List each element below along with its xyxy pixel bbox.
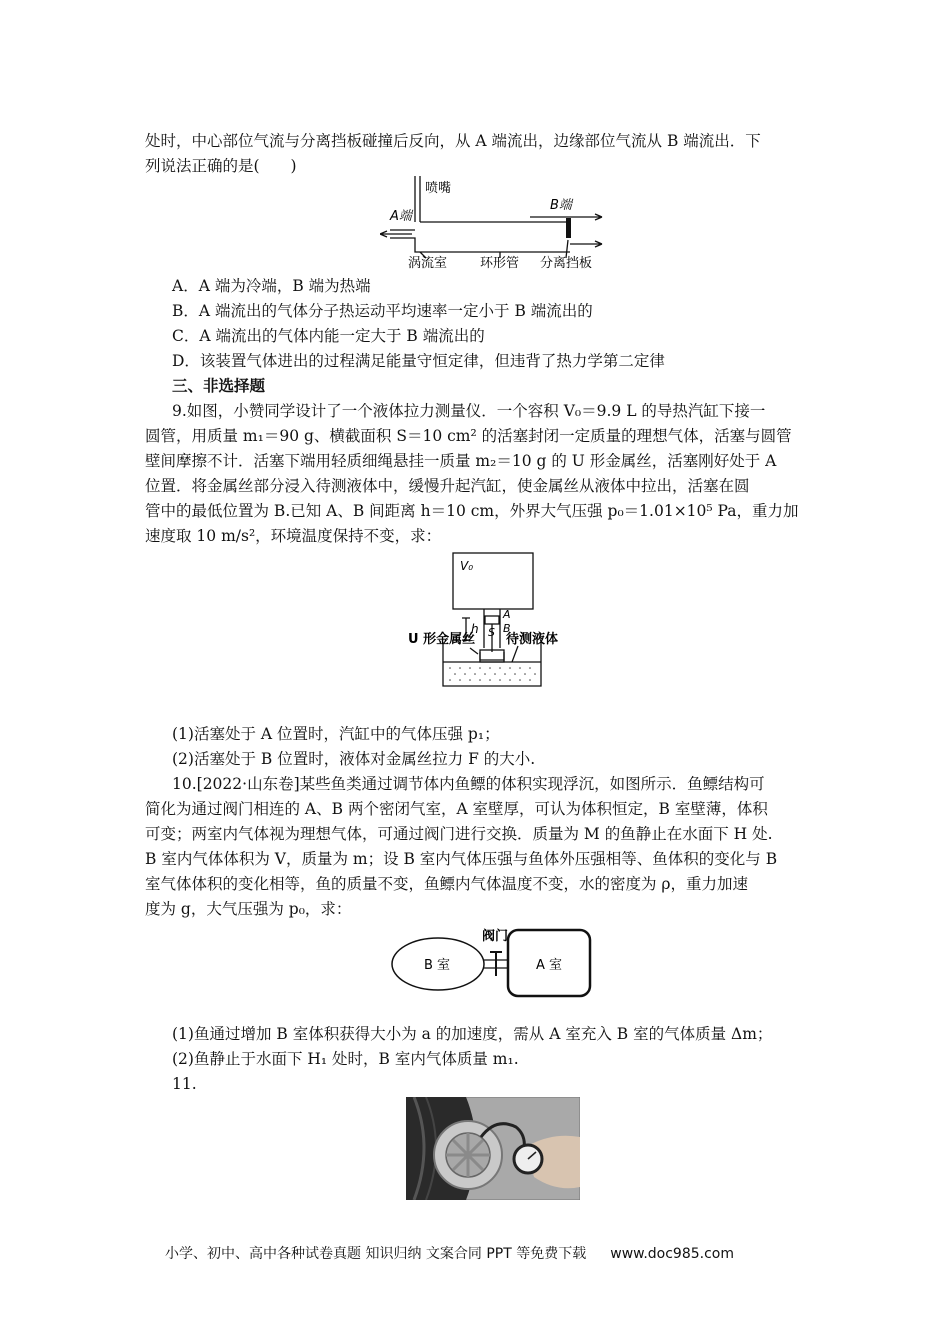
- nozzle-pipe: [415, 176, 420, 222]
- tube-label: 环形管: [480, 256, 520, 270]
- swim-bladder-figure: [390, 922, 600, 1002]
- q9-line-3: 壁间摩擦不计．活塞下端用轻质细绳悬挂一质量 m₂＝10 g 的 U 形金属丝，活塞刚好处于 A: [145, 452, 777, 470]
- u-wire: [480, 652, 504, 660]
- tire-gauge-photo: [406, 1097, 580, 1200]
- intro-line-1: 处时，中心部位气流与分离挡板碰撞后反向，从 A 端流出，边缘部位气流从 B 端流出．下: [145, 132, 761, 150]
- q10-line-2: 简化为通过阀门相连的 A、B 两个密闭气室，A 室壁厚，可认为体积恒定，B 室壁薄，体积: [145, 800, 768, 818]
- liquid-label: 待测液体: [506, 632, 558, 647]
- arrow-a-left: [380, 231, 412, 237]
- piston: [485, 616, 499, 624]
- q9-line-4: 位置．将金属丝部分浸入待测液体中，缓慢升起汽缸，使金属丝从液体中拉出，活塞在圆: [145, 477, 750, 495]
- q9-sub-2: (2)活塞处于 B 位置时，液体对金属丝拉力 F 的大小.: [172, 750, 536, 768]
- h-label: h: [471, 622, 479, 636]
- vortex-tube-figure: [380, 172, 610, 270]
- q10-line-6: 度为 g，大气压强为 p₀，求：: [145, 900, 352, 918]
- q9-sub-1: (1)活塞处于 A 位置时，汽缸中的气体压强 p₁；: [172, 725, 500, 743]
- leader-wire: [470, 648, 478, 654]
- a-room-label: A 室: [536, 958, 563, 973]
- baffle-label: 分离挡板: [540, 256, 593, 270]
- q9-line-5: 管中的最低位置为 B.已知 A、B 间距离 h＝10 cm，外界大气压强 p₀＝1.01×10⁵ Pa，重力加: [145, 502, 799, 520]
- q10-line-3: 可变；两室内气体视为理想气体，可通过阀门进行交换．质量为 M 的鱼静止在水面下 H 处.: [145, 825, 773, 843]
- footer: [165, 1243, 734, 1263]
- v0-label: V₀: [460, 559, 474, 573]
- q11-number: 11.: [172, 1075, 197, 1093]
- nozzle-label: 喷嘴: [425, 181, 452, 196]
- section-title: 三、非选择题: [172, 376, 266, 395]
- wire-label: U 形金属丝: [408, 632, 476, 647]
- q10-line-1: 10.[2022·山东卷]某些鱼类通过调节体内鱼鳔的体积实现浮沉，如图所示．鱼鳔结构可: [172, 775, 765, 793]
- option-a: A．A 端为冷端，B 端为热端: [172, 277, 371, 295]
- intro-line-2: 列说法正确的是( ): [145, 157, 297, 175]
- b-room-label: B 室: [424, 958, 451, 973]
- q9-line-2: 圆管，用质量 m₁＝90 g、横截面积 S＝10 cm² 的活塞封闭一定质量的理想气体，活塞与圆管: [145, 427, 792, 445]
- q10-line-4: B 室内气体体积为 V，质量为 m；设 B 室内气体压强与鱼体外压强相等、鱼体积的变化与 B: [145, 850, 778, 868]
- b-end-label: B端: [550, 198, 572, 213]
- option-c: C．A 端流出的气体内能一定大于 B 端流出的: [172, 327, 485, 345]
- tube-top-wall: [390, 222, 570, 230]
- q9-line-6: 速度取 10 m/s²，环境温度保持不变，求：: [145, 527, 442, 545]
- b-position-label: B: [503, 622, 511, 635]
- q10-line-5: 室气体体积的变化相等，鱼的质量不变，鱼鳔内气体温度不变，水的密度为 ρ，重力加速: [145, 875, 749, 893]
- valve-label: 阀门: [482, 929, 509, 944]
- arrow-b-bottom: [570, 241, 602, 247]
- cylinder-figure: [408, 550, 558, 690]
- tube-bottom-wall: [390, 238, 570, 252]
- q9-line-1: 9.如图，小赞同学设计了一个液体拉力测量仪．一个容积 V₀＝9.9 L 的导热汽缸下接一: [172, 402, 766, 420]
- option-d: D．该装置气体进出的过程满足能量守恒定律，但违背了热力学第二定律: [172, 352, 665, 370]
- separation-baffle: [566, 218, 571, 238]
- s-label: S: [488, 626, 495, 639]
- a-end-label: A端: [390, 209, 412, 224]
- q10-sub-1: (1)鱼通过增加 B 室体积获得大小为 a 的加速度，需从 A 室充入 B 室的气体质量 Δm；: [172, 1025, 773, 1043]
- footer-text: 小学、初中、高中各种试卷真题 知识归纳 文案合同 PPT 等免费下载: [165, 1246, 587, 1262]
- valve-handle: [490, 952, 502, 976]
- q10-sub-2: (2)鱼静止于水面下 H₁ 处时，B 室内气体质量 m₁.: [172, 1050, 519, 1068]
- option-b: B．A 端流出的气体分子热运动平均速率一定小于 B 端流出的: [172, 302, 593, 320]
- liquid-hatching: [449, 667, 536, 681]
- leader-liquid: [512, 646, 518, 662]
- a-position-label: A: [503, 608, 511, 621]
- chamber-label: 涡流室: [408, 256, 448, 270]
- footer-url[interactable]: www.doc985.com: [610, 1246, 734, 1262]
